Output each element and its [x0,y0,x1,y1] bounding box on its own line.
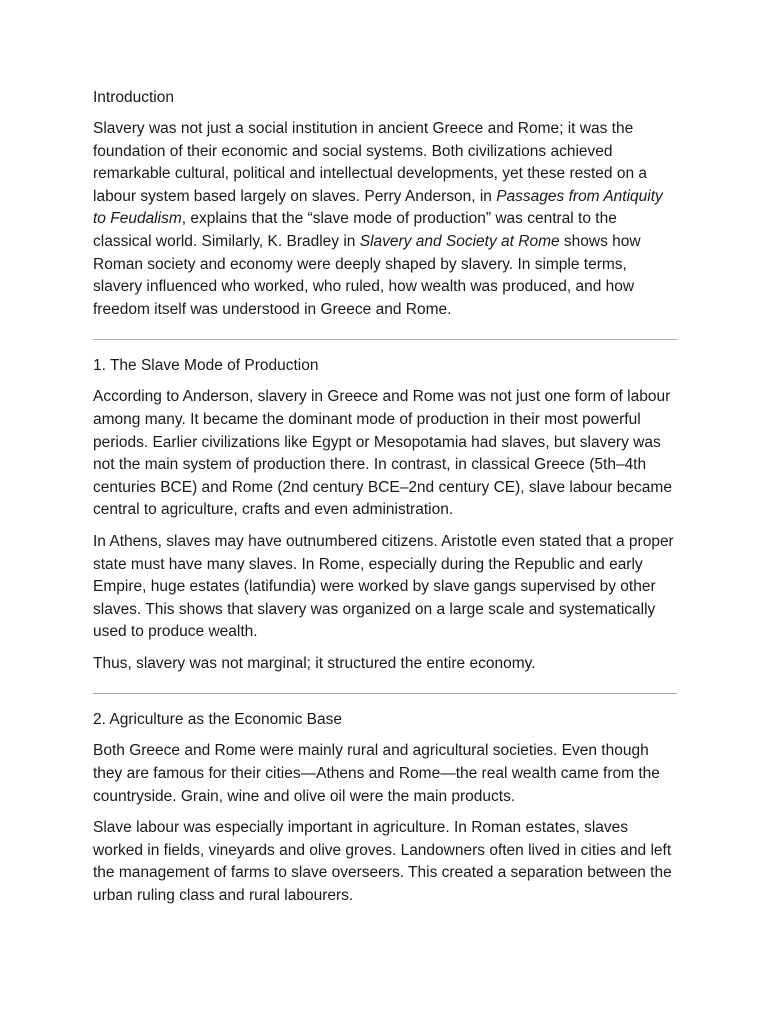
document-page [93,86,677,917]
intro-paragraph [93,118,677,321]
section2-paragraph-1: Both Greece and Rome were mainly rural and agricultural societies. Even though they are famous for their cities—Athens and Rome—the real wealth came from the countryside. Grain, wine and olive oil were the main products. [93,742,660,805]
section-divider [93,339,677,340]
section-heading-introduction: Introduction [93,89,174,106]
section-heading-slave-mode: 1. The Slave Mode of Production [93,357,319,375]
section1-paragraph-1: According to Anderson, slavery in Greece and Rome was not just one form of labour among many. It became the dominant mode of production in their most powerful periods. Earlier civilizations like Egypt or Mesopotamia had slaves, but slavery was not the main system of production there. In contrast, in classical Greece (5th–4th centuries BCE) and Rome (2nd century BCE–2nd century CE), slave labour became central to agriculture, crafts and even administration. [93,388,672,519]
section2-paragraph-2: Slave labour was especially important in agriculture. In Roman estates, slaves worked in fields, vineyards and olive groves. Landowners often lived in cities and left the management of farms to slave overseers. This created a separation between the urban ruling class and rural labourers. [93,819,672,905]
section1-paragraph-3: Thus, slavery was not marginal; it structured the entire economy. [93,654,536,672]
section-heading-agriculture: 2. Agriculture as the Economic Base [93,711,342,729]
intro-text-c: shows how Roman society and economy were deeply shaped by slavery. In simple terms, slavery influenced who worked, who ruled, how wealth was produced, and how freedom itself was understood in Greece and Rome. [93,232,641,318]
intro-text-b: , explains that the “slave mode of production” was central to the classical world. Similarly, K. Bradley in [93,210,617,250]
book-title-slavery-society: Slavery and Society at Rome [359,232,560,250]
intro-text-a: Slavery was not just a social institution in ancient Greece and Rome; it was the foundation of their economic and social systems. Both civilizations achieved remarkable cultural, political and intellectual developments, yet these rested on a labour system based largely on slaves. Perry Anderson, in [93,120,648,205]
section1-paragraph-2: In Athens, slaves may have outnumbered citizens. Aristotle even stated that a proper state must have many slaves. In Rome, especially during the Republic and early Empire, huge estates (latifundia) were worked by slave gangs supervised by other slaves. This shows that slavery was organized on a large scale and systematically used to produce wealth. [93,532,674,641]
book-title-passages: Passages from Antiquity to Feudalism [93,187,663,228]
section-divider [93,693,677,694]
